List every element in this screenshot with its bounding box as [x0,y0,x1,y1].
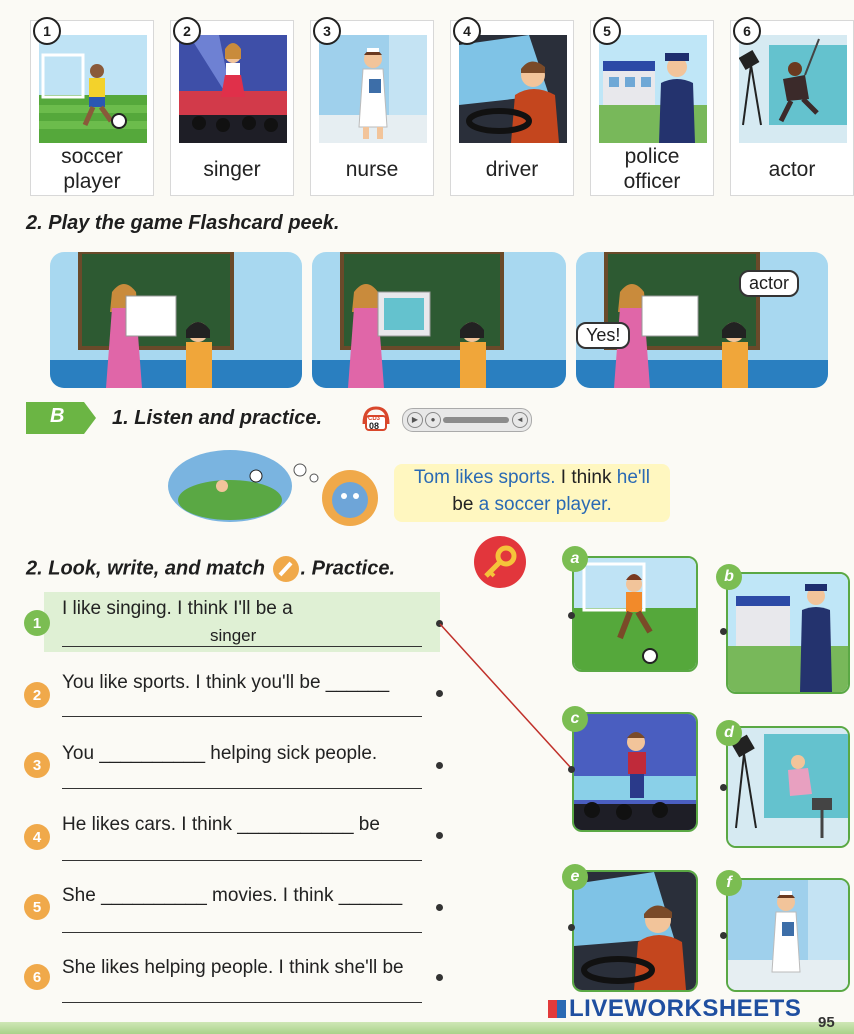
match-dot-right[interactable] [720,784,727,791]
item-1-answer[interactable]: singer [210,626,257,645]
speech-text: a soccer player. [478,494,612,515]
play-icon[interactable]: ▶ [407,412,423,428]
track-number: 08 [369,421,380,431]
picture-letter: b [716,564,742,590]
match-picture-d [726,726,850,848]
logo-icon [548,1000,566,1018]
match-dot-right[interactable] [568,612,575,619]
match-picture-b [726,572,850,694]
picture-letter: e [562,864,588,890]
item-5-text: She __________ movies. I think ______ [62,885,403,906]
speech-bubble-actor: actor [739,270,799,297]
match-dot-right[interactable] [568,924,575,931]
vocab-label: driver [485,157,539,181]
speech-bubble-yes: Yes! [576,322,630,349]
match-picture-f [726,878,850,992]
stop-icon[interactable]: ● [425,412,441,428]
brand-name: LIVEWORKSHEETS [569,995,802,1022]
section-letter: B [50,405,65,427]
item-number-badge: 3 [24,752,50,778]
speech-text: be [452,494,474,515]
match-picture-a [572,556,698,672]
track-label-top: CD3 [368,416,381,422]
card-number: 5 [593,17,621,45]
item-2-text: You like sports. I think you'll be ______ [62,672,390,693]
page-number: 95 [818,1014,835,1031]
listen-heading: 1. Listen and practice. [112,407,323,429]
match-dot-right[interactable] [720,628,727,635]
item-number-badge: 5 [24,894,50,920]
speech-text: I think [560,467,612,488]
item-3-text: You __________ helping sick people. [62,743,378,764]
game-heading: 2. Play the game Flashcard peek. [26,212,340,234]
card-number: 4 [453,17,481,45]
vocab-label: singer [203,157,261,181]
speech-text: Tom likes sports. [414,467,556,488]
picture-letter: a [562,546,588,572]
card-number: 1 [33,17,61,45]
item-4-text: He likes cars. I think ___________ be [62,814,380,835]
volume-icon[interactable]: ◄ [512,412,528,428]
footer-bar [0,1022,854,1034]
item-number-badge: 2 [24,682,50,708]
card-number: 6 [733,17,761,45]
match-picture-c [572,712,698,832]
exercise-heading-text: 2. Look, write, and match [26,557,265,580]
item-6-text: She likes helping people. I think she'll be [62,957,404,978]
liveworksheets-logo [548,996,801,1022]
match-dot-right[interactable] [720,932,727,939]
item-number-badge: 4 [24,824,50,850]
picture-letter: c [562,706,588,732]
item-number-badge: 1 [24,610,50,636]
card-number: 3 [313,17,341,45]
vocab-label: police officer [623,145,681,193]
item-number-badge: 6 [24,964,50,990]
match-dot-right[interactable] [568,766,575,773]
card-number: 2 [173,17,201,45]
exercise-heading-text: . Practice. [300,557,396,580]
vocab-label: actor [768,157,816,181]
picture-letter: f [716,870,742,896]
match-picture-e [572,870,698,992]
speech-text: he'll [616,467,650,488]
picture-letter: d [716,720,742,746]
vocab-label: soccer player [61,145,123,193]
item-1-text: I like singing. I think I'll be a [62,598,293,619]
vocab-label: nurse [345,157,399,181]
